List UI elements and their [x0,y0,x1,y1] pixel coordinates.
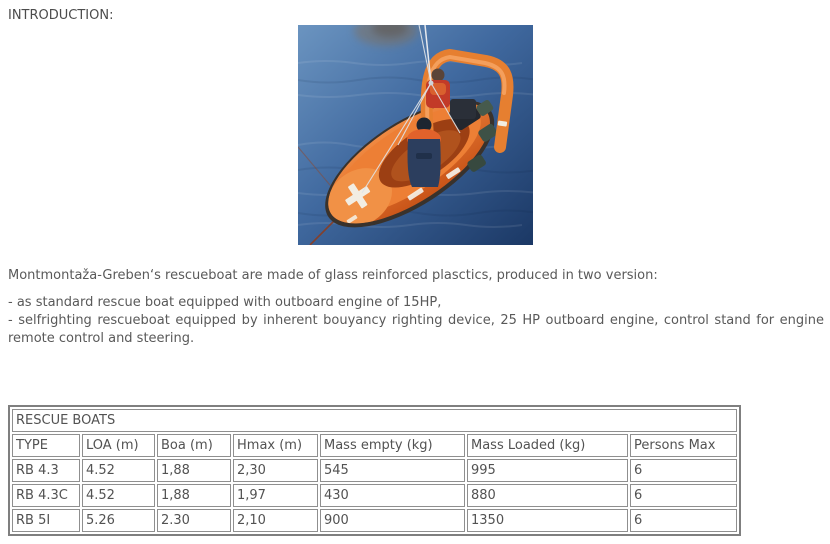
rescue-boat-photo [298,25,533,245]
cell-loa: 4.52 [82,484,155,507]
cell-boa: 1,88 [157,484,231,507]
header-mass-empty: Mass empty (kg) [320,434,465,457]
version-list-item-standard: - as standard rescue boat equipped with outboard engine of 15HP, [8,295,442,310]
cell-persons-max: 6 [630,459,737,482]
cell-type: RB 4.3 [12,459,80,482]
cell-hmax: 2,10 [233,509,318,532]
header-hmax: Hmax (m) [233,434,318,457]
cell-mass-empty: 430 [320,484,465,507]
cell-loa: 4.52 [82,459,155,482]
cell-type: RB 5I [12,509,80,532]
cell-boa: 2.30 [157,509,231,532]
table-header-row [12,434,737,457]
cell-boa: 1,88 [157,459,231,482]
version-list [8,294,824,348]
table-title-cell: RESCUE BOATS [12,409,737,432]
cell-type: RB 4.3C [12,484,80,507]
rescue-boat-illustration [298,25,533,245]
cell-mass-loaded: 880 [467,484,628,507]
intro-paragraph: Montmontaža-Greben‘s rescueboat are made of glass reinforced plasctics, produced in two version: [8,268,658,283]
cell-loa: 5.26 [82,509,155,532]
header-persons-max: Persons Max [630,434,737,457]
cell-hmax: 2,30 [233,459,318,482]
table-row [12,459,737,482]
cell-hmax: 1,97 [233,484,318,507]
header-loa: LOA (m) [82,434,155,457]
header-boa: Boa (m) [157,434,231,457]
table-title-row [12,409,737,432]
cell-mass-loaded: 995 [467,459,628,482]
cell-mass-loaded: 1350 [467,509,628,532]
table-row [12,484,737,507]
cell-mass-empty: 545 [320,459,465,482]
header-mass-loaded: Mass Loaded (kg) [467,434,628,457]
header-type: TYPE [12,434,80,457]
rescue-boats-spec-table [8,405,741,536]
cell-persons-max: 6 [630,484,737,507]
cell-mass-empty: 900 [320,509,465,532]
page-title: INTRODUCTION: [8,8,114,23]
cell-persons-max: 6 [630,509,737,532]
version-list-item-selfrighting: - selfrighting rescueboat equipped by inherent bouyancy righting device, 25 HP outboard engine, control stand for engine remote control and steering. [8,313,824,346]
table-row [12,509,737,532]
